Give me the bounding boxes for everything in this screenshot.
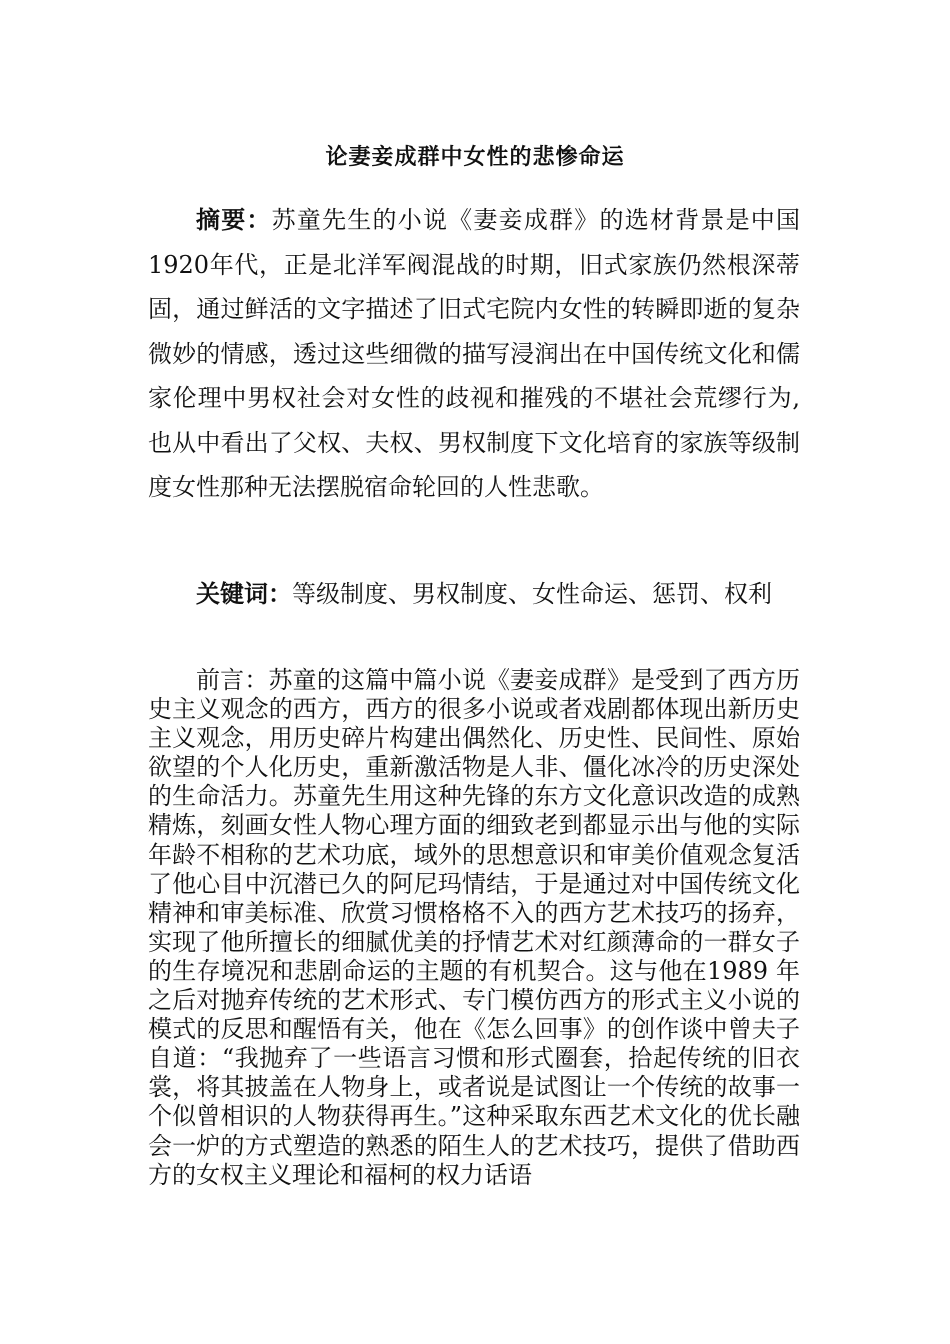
abstract-text: 苏童先生的小说《妻妾成群》的选材背景是中国1920年代，正是北洋军阀混战的时期，旧式家族仍然根深蒂固，通过鲜活的文字描述了旧式宅院内女性的转瞬即逝的复杂微妙的情感，透过这些细微的描写浸润出在中国传统文化和儒家伦理中男权社会对女性的歧视和摧残的不堪社会荒缪行为,也从中看出了父权、夫权、男权制度下文化培育的家族等级制度女性那种无法摆脱宿命轮回的人性悲歌。 (148, 206, 801, 501)
keywords-label: 关键词： (196, 580, 292, 608)
preface-paragraph: 前言：苏童的这篇中篇小说《妻妾成群》是受到了西方历史主义观念的西方，西方的很多小说或者戏剧都体现出新历史主义观念，用历史碎片构建出偶然化、历史性、民间性、原始欲望的个人化历史，重新激活物是人非、僵化冰冷的历史深处的生命活力。苏童先生用这种先锋的东方文化意识改造的成熟精炼，刻画女性人物心理方面的细致老到都显示出与他的实际年龄不相称的艺术功底，域外的思想意识和审美价值观念复活了他心目中沉潜已久的阿尼玛情结，于是通过对中国传统文化精神和审美标准、欣赏习惯格格不入的西方艺术技巧的扬弃，实现了他所擅长的细腻优美的抒情艺术对红颜薄命的一群女子的生存境况和悲剧命运的主题的有机契合。这与他在1989 年之后对抛弃传统的艺术形式、专门模仿西方的形式主义小说的模式的反思和醒悟有关，他在《怎么回事》的创作谈中曾夫子自道：“我抛弃了一些语言习惯和形式圈套，拾起传统的旧衣裳，将其披盖在人物身上，或者说是试图让一个传统的故事一个似曾相识的人物获得再生。”这种采取东西艺术文化的优长融会一炉的方式塑造的熟悉的陌生人的艺术技巧，提供了借助西方的女权主义理论和福柯的权力话语 (148, 666, 800, 1189)
abstract-label: 摘要： (196, 206, 272, 234)
keywords-text: 等级制度、男权制度、女性命运、惩罚、权利 (292, 580, 772, 608)
keywords-paragraph (148, 572, 800, 617)
abstract-paragraph (148, 198, 800, 510)
document-title: 论妻妾成群中女性的悲惨命运 (325, 145, 625, 170)
